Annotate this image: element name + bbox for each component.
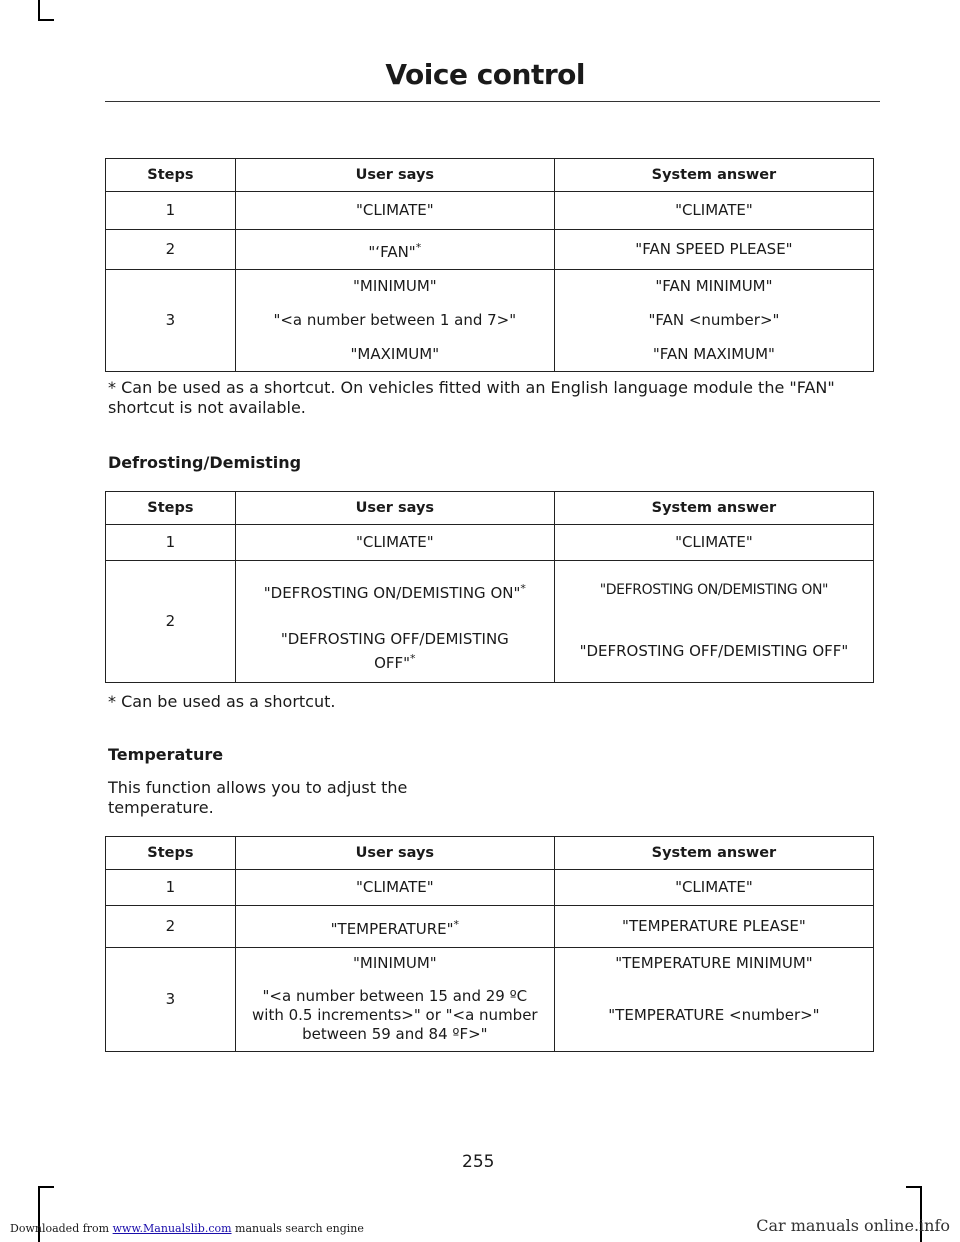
- header-system-answer: System answer: [554, 159, 873, 192]
- header-user-says: User says: [235, 837, 554, 870]
- step-cell: 2: [106, 230, 236, 270]
- temperature-table: [105, 836, 874, 1052]
- system-answer-cell: "CLIMATE": [554, 192, 873, 230]
- step-cell: 1: [106, 192, 236, 230]
- table-header-row: [106, 159, 874, 192]
- header-steps: Steps: [106, 492, 236, 525]
- crop-mark: [38, 0, 40, 20]
- system-answer-cell: "DEFROSTING OFF/DEMISTING OFF": [554, 621, 873, 683]
- system-answer-cell: "DEFROSTING ON/DEMISTING ON": [554, 561, 873, 621]
- fan-table: [105, 158, 874, 372]
- crop-mark: [38, 19, 54, 21]
- system-answer-cell: "TEMPERATURE PLEASE": [554, 906, 873, 948]
- user-says-cell: [235, 561, 554, 621]
- table-header-row: [106, 492, 874, 525]
- table-row: [106, 525, 874, 561]
- system-answer-cell: "FAN MAXIMUM": [554, 338, 873, 372]
- step-cell: 2: [106, 906, 236, 948]
- step-cell: 3: [106, 270, 236, 372]
- user-says-text: "DEFROSTING OFF/DEMISTING OFF": [280, 629, 509, 672]
- system-answer-cell: "CLIMATE": [554, 870, 873, 906]
- user-says-cell: [235, 230, 554, 270]
- header-steps: Steps: [106, 159, 236, 192]
- download-footer: [10, 1222, 364, 1235]
- user-says-cell: [235, 906, 554, 948]
- user-says-cell: "CLIMATE": [235, 192, 554, 230]
- system-answer-cell: "TEMPERATURE MINIMUM": [554, 948, 873, 980]
- section-description: This function allows you to adjust the temperature.: [108, 778, 408, 817]
- crop-mark: [38, 1186, 54, 1188]
- user-says-cell: [235, 621, 554, 683]
- user-says-cell: "<a number between 1 and 7>": [235, 304, 554, 338]
- system-answer-cell: "TEMPERATURE <number>": [554, 980, 873, 1052]
- header-user-says: User says: [235, 159, 554, 192]
- page-title: Voice control: [385, 58, 585, 91]
- manualslib-link[interactable]: www.Manualslib.com: [112, 1222, 232, 1235]
- system-answer-cell: "FAN MINIMUM": [554, 270, 873, 304]
- user-says-cell: "MINIMUM": [235, 948, 554, 980]
- footnote-marker: *: [415, 240, 422, 254]
- step-cell: 2: [106, 561, 236, 683]
- footnote-text: * Can be used as a shortcut.: [108, 692, 336, 711]
- header-steps: Steps: [106, 837, 236, 870]
- section-heading: Defrosting/Demisting: [108, 453, 302, 472]
- table-row: [106, 906, 874, 948]
- table-header-row: [106, 837, 874, 870]
- section-heading: Temperature: [108, 745, 224, 764]
- user-says-text: "DEFROSTING ON/DEMISTING ON": [263, 583, 521, 602]
- defrost-table: [105, 491, 874, 683]
- user-says-cell: "CLIMATE": [235, 870, 554, 906]
- footer-suffix: manuals search engine: [231, 1222, 364, 1235]
- step-cell: 1: [106, 525, 236, 561]
- footnote-marker: *: [520, 581, 526, 595]
- user-says-cell: "<a number between 15 and 29 ºC with 0.5 increments>" or "<a number between 59 and 84 ºF>": [235, 980, 554, 1052]
- footnote-marker: *: [410, 651, 416, 665]
- footer-prefix: Downloaded from: [10, 1222, 113, 1235]
- header-system-answer: System answer: [554, 492, 873, 525]
- header-user-says: User says: [235, 492, 554, 525]
- table-row: [106, 948, 874, 980]
- system-answer-cell: "FAN SPEED PLEASE": [554, 230, 873, 270]
- step-cell: 3: [106, 948, 236, 1052]
- header-rule: [105, 101, 880, 102]
- user-says-text: "TEMPERATURE": [330, 919, 454, 938]
- header-system-answer: System answer: [554, 837, 873, 870]
- table-row: [106, 870, 874, 906]
- system-answer-cell: "CLIMATE": [554, 525, 873, 561]
- user-says-text: "‘FAN": [368, 242, 416, 261]
- watermark-text: Car manuals online.info: [756, 1216, 950, 1235]
- step-cell: 1: [106, 870, 236, 906]
- system-answer-cell: "FAN <number>": [554, 304, 873, 338]
- table-row: [106, 561, 874, 621]
- user-says-cell: "MINIMUM": [235, 270, 554, 304]
- page-number: 255: [462, 1152, 495, 1172]
- table-row: [106, 230, 874, 270]
- user-says-cell: "CLIMATE": [235, 525, 554, 561]
- table-row: [106, 270, 874, 304]
- footnote-text: * Can be used as a shortcut. On vehicles fitted with an English language module the "FAN" shortcut is not available.: [108, 378, 835, 417]
- table-row: [106, 192, 874, 230]
- footnote-marker: *: [453, 917, 459, 931]
- user-says-cell: "MAXIMUM": [235, 338, 554, 372]
